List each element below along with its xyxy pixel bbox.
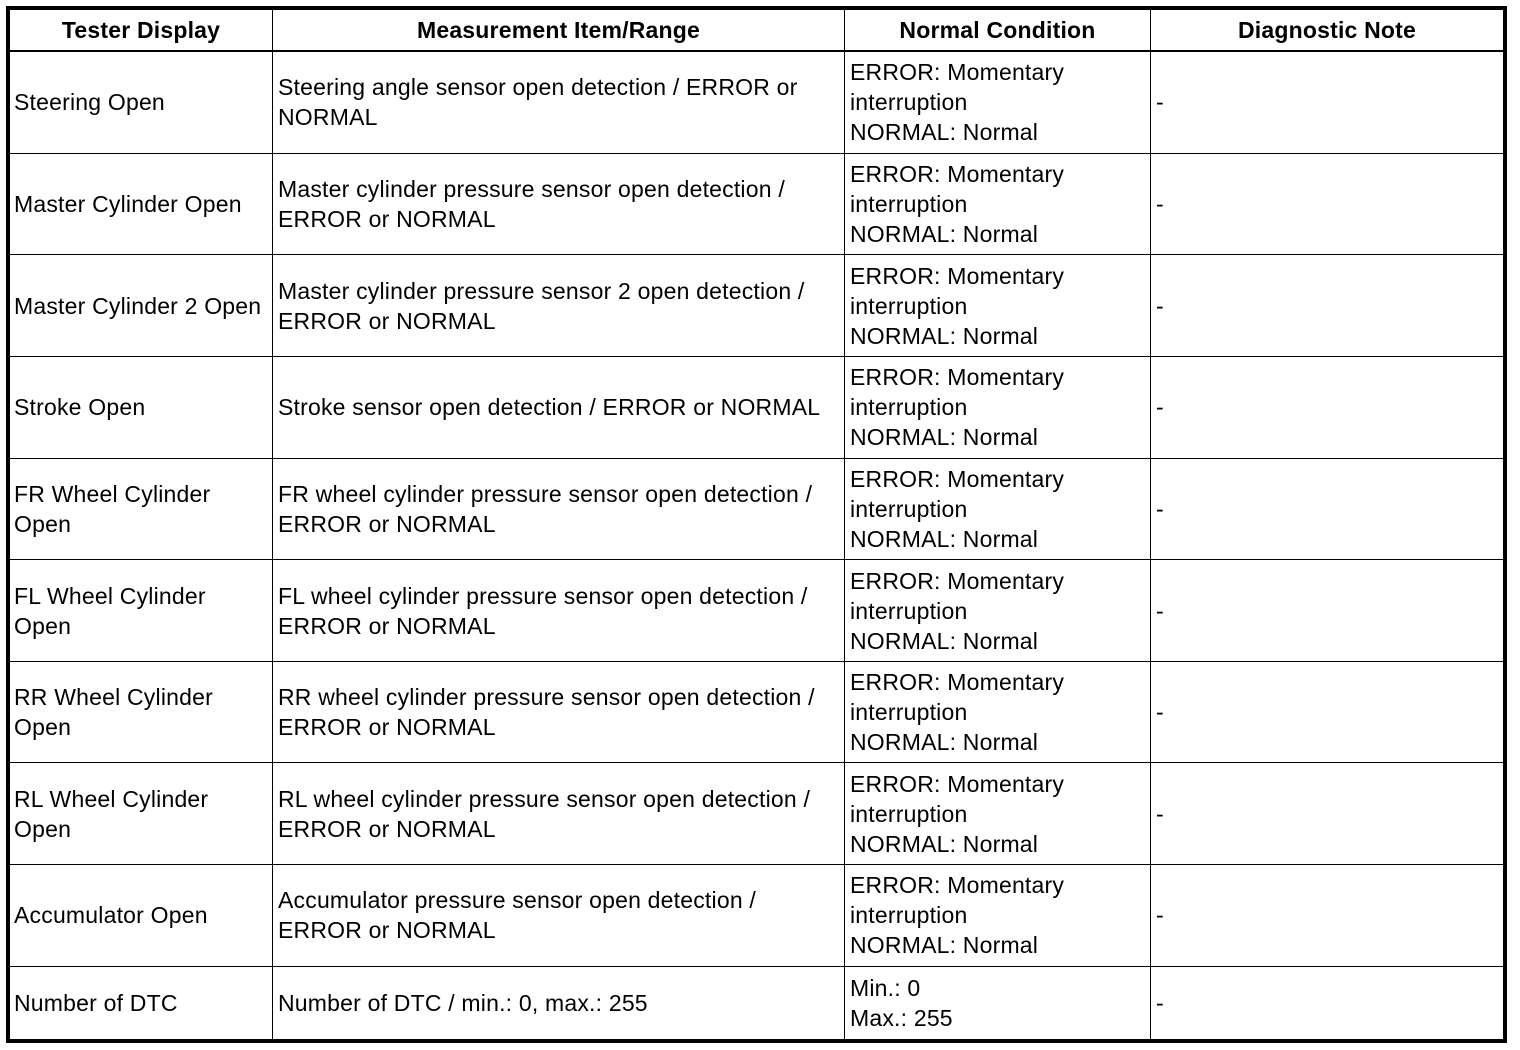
- condition-line: ERROR: Momentary: [850, 872, 1065, 899]
- header-normal-condition: Normal Condition: [845, 10, 1151, 52]
- tester-display-cell: Accumulator Open: [10, 865, 273, 967]
- normal-condition-cell: [845, 153, 1151, 255]
- normal-condition-cell: [845, 560, 1151, 662]
- condition-line: ERROR: Momentary: [850, 465, 1065, 492]
- condition-line: interruption: [850, 699, 968, 726]
- condition-line: interruption: [850, 597, 968, 624]
- condition-line: interruption: [850, 190, 968, 217]
- condition-line: Max.: 255: [850, 1004, 953, 1031]
- condition-line: NORMAL: Normal: [850, 322, 1039, 349]
- tester-display-cell: Master Cylinder Open: [10, 153, 273, 255]
- condition-line: NORMAL: Normal: [850, 424, 1039, 451]
- header-tester-display: Tester Display: [10, 10, 273, 52]
- diagnostic-note-cell: -: [1151, 153, 1504, 255]
- condition-line: NORMAL: Normal: [850, 830, 1039, 857]
- condition-line: ERROR: Momentary: [850, 567, 1065, 594]
- table-row: [10, 966, 1504, 1039]
- measurement-cell: Master cylinder pressure sensor open detection / ERROR or NORMAL: [273, 153, 845, 255]
- normal-condition-cell: [845, 255, 1151, 357]
- condition-line: ERROR: Momentary: [850, 160, 1065, 187]
- table-row: [10, 763, 1504, 865]
- data-list-table: [9, 9, 1504, 1040]
- measurement-cell: Accumulator pressure sensor open detection / ERROR or NORMAL: [273, 865, 845, 967]
- diagnostic-note-cell: -: [1151, 661, 1504, 763]
- normal-condition-cell: [845, 763, 1151, 865]
- normal-condition-cell: [845, 356, 1151, 458]
- normal-condition-cell: [845, 865, 1151, 967]
- tester-display-cell: Number of DTC: [10, 966, 273, 1039]
- measurement-cell: RL wheel cylinder pressure sensor open detection / ERROR or NORMAL: [273, 763, 845, 865]
- tester-display-cell: RL Wheel Cylinder Open: [10, 763, 273, 865]
- condition-line: NORMAL: Normal: [850, 932, 1039, 959]
- condition-line: NORMAL: Normal: [850, 119, 1039, 146]
- condition-line: interruption: [850, 89, 968, 116]
- header-diagnostic-note: Diagnostic Note: [1151, 10, 1504, 52]
- diagnostic-note-cell: -: [1151, 458, 1504, 560]
- tester-display-cell: FL Wheel Cylinder Open: [10, 560, 273, 662]
- condition-line: ERROR: Momentary: [850, 364, 1065, 391]
- table-row: [10, 356, 1504, 458]
- data-list-table-container: [6, 6, 1507, 1043]
- tester-display-cell: Master Cylinder 2 Open: [10, 255, 273, 357]
- condition-line: interruption: [850, 292, 968, 319]
- measurement-cell: FR wheel cylinder pressure sensor open detection / ERROR or NORMAL: [273, 458, 845, 560]
- normal-condition-cell: [845, 966, 1151, 1039]
- normal-condition-cell: [845, 661, 1151, 763]
- table-row: [10, 865, 1504, 967]
- table-row: [10, 661, 1504, 763]
- condition-line: ERROR: Momentary: [850, 770, 1065, 797]
- tester-display-cell: RR Wheel Cylinder Open: [10, 661, 273, 763]
- condition-line: NORMAL: Normal: [850, 627, 1039, 654]
- table-row: [10, 255, 1504, 357]
- tester-display-cell: Steering Open: [10, 51, 273, 153]
- condition-line: interruption: [850, 495, 968, 522]
- tester-display-cell: FR Wheel Cylinder Open: [10, 458, 273, 560]
- table-row: [10, 51, 1504, 153]
- measurement-cell: Number of DTC / min.: 0, max.: 255: [273, 966, 845, 1039]
- measurement-cell: Stroke sensor open detection / ERROR or NORMAL: [273, 356, 845, 458]
- condition-line: ERROR: Momentary: [850, 262, 1065, 289]
- condition-line: ERROR: Momentary: [850, 59, 1065, 86]
- measurement-cell: Steering angle sensor open detection / ERROR or NORMAL: [273, 51, 845, 153]
- condition-line: NORMAL: Normal: [850, 729, 1039, 756]
- table-row: [10, 560, 1504, 662]
- diagnostic-note-cell: -: [1151, 51, 1504, 153]
- measurement-cell: FL wheel cylinder pressure sensor open detection / ERROR or NORMAL: [273, 560, 845, 662]
- table-header-row: [10, 10, 1504, 52]
- condition-line: Min.: 0: [850, 974, 921, 1001]
- condition-line: interruption: [850, 902, 968, 929]
- tester-display-cell: Stroke Open: [10, 356, 273, 458]
- diagnostic-note-cell: -: [1151, 255, 1504, 357]
- table-row: [10, 153, 1504, 255]
- normal-condition-cell: [845, 51, 1151, 153]
- condition-line: NORMAL: Normal: [850, 525, 1039, 552]
- normal-condition-cell: [845, 458, 1151, 560]
- table-row: [10, 458, 1504, 560]
- diagnostic-note-cell: -: [1151, 560, 1504, 662]
- condition-line: ERROR: Momentary: [850, 669, 1065, 696]
- diagnostic-note-cell: -: [1151, 356, 1504, 458]
- measurement-cell: Master cylinder pressure sensor 2 open detection / ERROR or NORMAL: [273, 255, 845, 357]
- diagnostic-note-cell: -: [1151, 763, 1504, 865]
- condition-line: NORMAL: Normal: [850, 220, 1039, 247]
- header-measurement-item-range: Measurement Item/Range: [273, 10, 845, 52]
- measurement-cell: RR wheel cylinder pressure sensor open detection / ERROR or NORMAL: [273, 661, 845, 763]
- diagnostic-note-cell: -: [1151, 865, 1504, 967]
- condition-line: interruption: [850, 394, 968, 421]
- diagnostic-note-cell: -: [1151, 966, 1504, 1039]
- condition-line: interruption: [850, 800, 968, 827]
